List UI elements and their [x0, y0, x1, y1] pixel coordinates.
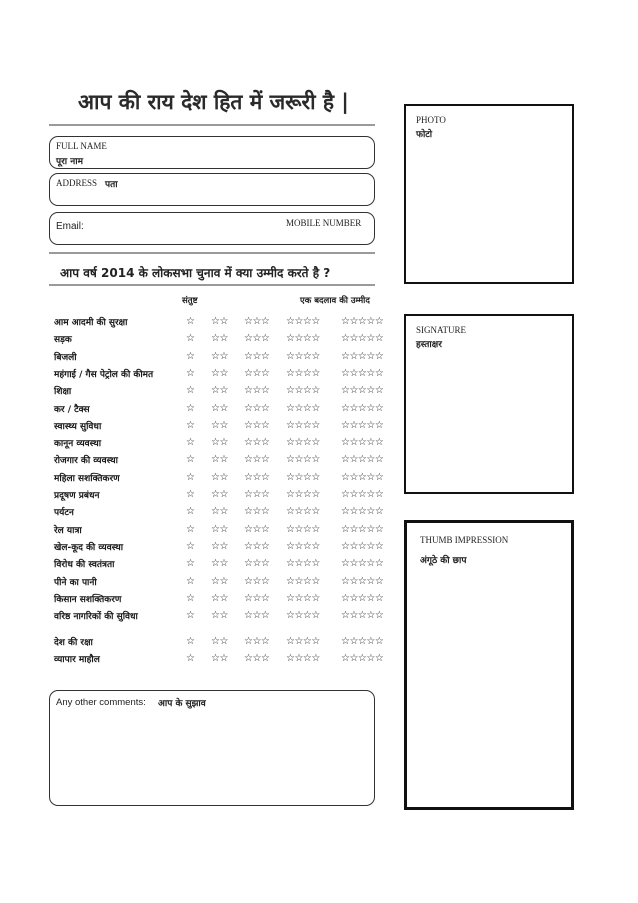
rating-option-5-star[interactable]: ☆☆☆☆☆	[341, 489, 384, 500]
rating-option-3-star[interactable]: ☆☆☆	[244, 610, 270, 622]
rating-option-5-star[interactable]: ☆☆☆☆☆	[341, 437, 384, 449]
rating-option-4-star[interactable]: ☆☆☆☆	[286, 592, 320, 604]
survey-row-label: पीने का पानी	[54, 577, 97, 588]
photo-box[interactable]	[404, 104, 574, 284]
signature-box[interactable]	[404, 314, 574, 494]
rating-option-3-star[interactable]: ☆☆☆	[244, 653, 270, 665]
rating-option-2-star[interactable]: ☆☆	[211, 437, 228, 449]
survey-row-label: रोजगार की व्यवस्था	[54, 456, 118, 467]
rating-option-2-star[interactable]: ☆☆	[211, 419, 228, 431]
address-label-hindi: पता	[105, 180, 118, 190]
rating-option-1-star[interactable]: ☆	[186, 316, 195, 327]
rating-option-4-star[interactable]: ☆☆☆☆	[286, 333, 320, 345]
rating-option-3-star[interactable]: ☆☆☆	[244, 437, 270, 449]
rating-option-1-star[interactable]: ☆	[186, 506, 195, 518]
rating-option-2-star[interactable]: ☆☆	[211, 316, 228, 327]
rating-option-2-star[interactable]: ☆☆	[211, 610, 228, 622]
rating-option-4-star[interactable]: ☆☆☆☆	[286, 350, 320, 362]
rating-option-4-star[interactable]: ☆☆☆☆	[286, 367, 320, 379]
rating-option-1-star[interactable]: ☆	[186, 454, 195, 466]
rating-option-5-star[interactable]: ☆☆☆☆☆	[341, 454, 384, 466]
email-label: Email:	[56, 221, 84, 232]
rating-option-1-star[interactable]: ☆	[186, 437, 195, 449]
rating-option-5-star[interactable]: ☆☆☆☆☆	[341, 523, 384, 535]
rating-option-5-star[interactable]: ☆☆☆☆☆	[341, 471, 384, 483]
rating-option-3-star[interactable]: ☆☆☆	[244, 558, 270, 570]
full-name-label-hindi: पूरा नाम	[56, 157, 83, 167]
rating-option-4-star[interactable]: ☆☆☆☆	[286, 471, 320, 483]
rating-option-5-star[interactable]: ☆☆☆☆☆	[341, 367, 384, 379]
survey-question: आप वर्ष 2014 के लोकसभा चुनाव में क्या उम्मीद करते है ?	[60, 266, 331, 280]
rating-option-5-star[interactable]: ☆☆☆☆☆	[341, 316, 384, 327]
rating-option-5-star[interactable]: ☆☆☆☆☆	[341, 402, 384, 414]
rating-option-1-star[interactable]: ☆	[186, 636, 195, 648]
rating-option-2-star[interactable]: ☆☆	[211, 575, 228, 587]
rating-option-4-star[interactable]: ☆☆☆☆	[286, 610, 320, 622]
page-title: आप की राय देश हित में जरूरी है |	[78, 90, 349, 114]
rating-option-1-star[interactable]: ☆	[186, 367, 195, 379]
address-label: ADDRESS	[56, 178, 98, 188]
full-name-label: FULL NAME	[56, 141, 107, 151]
rating-option-5-star[interactable]: ☆☆☆☆☆	[341, 506, 384, 518]
rating-option-4-star[interactable]: ☆☆☆☆	[286, 558, 320, 570]
question-divider	[49, 284, 375, 286]
rating-option-4-star[interactable]: ☆☆☆☆	[286, 575, 320, 587]
rating-option-2-star[interactable]: ☆☆	[211, 636, 228, 648]
email-mobile-field[interactable]	[49, 212, 375, 245]
survey-row-label: शिक्षा	[54, 387, 72, 398]
survey-row-label: सड़क	[54, 335, 72, 346]
rating-option-5-star[interactable]: ☆☆☆☆☆	[341, 558, 384, 570]
rating-option-3-star[interactable]: ☆☆☆	[244, 523, 270, 535]
rating-option-5-star[interactable]: ☆☆☆☆☆	[341, 419, 384, 431]
rating-option-5-star[interactable]: ☆☆☆☆☆	[341, 653, 384, 665]
rating-option-2-star[interactable]: ☆☆	[211, 385, 228, 397]
survey-row-label: किसान सशक्तिकरण	[54, 594, 122, 605]
form-divider	[49, 252, 375, 254]
rating-option-3-star[interactable]: ☆☆☆	[244, 402, 270, 414]
thumb-impression-label-hindi: अंगूठे की छाप	[420, 556, 467, 566]
rating-option-3-star[interactable]: ☆☆☆	[244, 419, 270, 431]
survey-row-label: खेल-कूद की व्यवस्था	[54, 542, 124, 553]
rating-option-4-star[interactable]: ☆☆☆☆	[286, 385, 320, 397]
title-divider	[49, 124, 375, 126]
photo-label-hindi: फोटो	[416, 130, 433, 140]
rating-option-1-star[interactable]: ☆	[186, 350, 195, 362]
survey-row-label: कानून व्यवस्था	[54, 439, 102, 450]
rating-option-1-star[interactable]: ☆	[186, 419, 195, 431]
rating-option-5-star[interactable]: ☆☆☆☆☆	[341, 610, 384, 622]
survey-row-label: रेल यात्रा	[54, 525, 82, 536]
rating-option-2-star[interactable]: ☆☆	[211, 454, 228, 466]
rating-option-3-star[interactable]: ☆☆☆	[244, 540, 270, 552]
full-name-field[interactable]	[49, 136, 375, 169]
rating-option-3-star[interactable]: ☆☆☆	[244, 489, 270, 500]
rating-option-3-star[interactable]: ☆☆☆	[244, 592, 270, 604]
rating-option-5-star[interactable]: ☆☆☆☆☆	[341, 592, 384, 604]
rating-option-2-star[interactable]: ☆☆	[211, 367, 228, 379]
rating-option-1-star[interactable]: ☆	[186, 489, 195, 500]
signature-label-hindi: हस्ताक्षर	[416, 340, 442, 350]
rating-option-5-star[interactable]: ☆☆☆☆☆	[341, 385, 384, 397]
comments-field[interactable]	[49, 690, 375, 806]
scale-low-label: संतुष्ट	[182, 296, 198, 306]
rating-option-3-star[interactable]: ☆☆☆	[244, 385, 270, 397]
rating-option-2-star[interactable]: ☆☆	[211, 523, 228, 535]
rating-option-3-star[interactable]: ☆☆☆	[244, 350, 270, 362]
survey-row-label: महिला सशक्तिकरण	[54, 473, 120, 484]
rating-option-2-star[interactable]: ☆☆	[211, 333, 228, 345]
rating-option-4-star[interactable]: ☆☆☆☆	[286, 653, 320, 665]
comments-label-hindi: आप के सुझाव	[158, 699, 206, 709]
rating-option-1-star[interactable]: ☆	[186, 653, 195, 665]
rating-option-3-star[interactable]: ☆☆☆	[244, 333, 270, 345]
rating-option-3-star[interactable]: ☆☆☆	[244, 316, 270, 327]
rating-option-5-star[interactable]: ☆☆☆☆☆	[341, 333, 384, 345]
rating-option-4-star[interactable]: ☆☆☆☆	[286, 489, 320, 500]
rating-option-3-star[interactable]: ☆☆☆	[244, 575, 270, 587]
rating-option-4-star[interactable]: ☆☆☆☆	[286, 437, 320, 449]
survey-row-label: स्वास्थ्य सुविधा	[54, 421, 102, 432]
rating-option-2-star[interactable]: ☆☆	[211, 471, 228, 483]
survey-row-label: वरिष्ठ नागरिकों की सुविधा	[54, 612, 138, 623]
rating-option-2-star[interactable]: ☆☆	[211, 558, 228, 570]
rating-option-5-star[interactable]: ☆☆☆☆☆	[341, 350, 384, 362]
thumb-impression-label: THUMB IMPRESSION	[420, 535, 509, 545]
rating-option-5-star[interactable]: ☆☆☆☆☆	[341, 636, 384, 648]
photo-label: PHOTO	[416, 115, 446, 125]
rating-option-4-star[interactable]: ☆☆☆☆	[286, 402, 320, 414]
rating-option-1-star[interactable]: ☆	[186, 523, 195, 535]
rating-option-2-star[interactable]: ☆☆	[211, 402, 228, 414]
rating-option-3-star[interactable]: ☆☆☆	[244, 471, 270, 483]
rating-option-2-star[interactable]: ☆☆	[211, 592, 228, 604]
address-field[interactable]	[49, 173, 375, 206]
rating-option-3-star[interactable]: ☆☆☆	[244, 454, 270, 466]
rating-option-5-star[interactable]: ☆☆☆☆☆	[341, 575, 384, 587]
rating-option-1-star[interactable]: ☆	[186, 575, 195, 587]
rating-option-4-star[interactable]: ☆☆☆☆	[286, 454, 320, 466]
rating-option-4-star[interactable]: ☆☆☆☆	[286, 523, 320, 535]
comments-label: Any other comments:	[56, 697, 146, 708]
rating-option-1-star[interactable]: ☆	[186, 558, 195, 570]
rating-option-1-star[interactable]: ☆	[186, 402, 195, 414]
survey-row-label: बिजली	[54, 352, 77, 363]
survey-row-label: आम आदमी की सुरक्षा	[54, 318, 128, 328]
rating-option-4-star[interactable]: ☆☆☆☆	[286, 419, 320, 431]
thumb-impression-box[interactable]	[404, 520, 574, 810]
rating-option-1-star[interactable]: ☆	[186, 385, 195, 397]
rating-option-1-star[interactable]: ☆	[186, 333, 195, 345]
rating-option-4-star[interactable]: ☆☆☆☆	[286, 636, 320, 648]
survey-row-label: विरोध की स्वतंत्रता	[54, 560, 115, 571]
rating-option-1-star[interactable]: ☆	[186, 540, 195, 552]
rating-option-2-star[interactable]: ☆☆	[211, 540, 228, 552]
rating-option-4-star[interactable]: ☆☆☆☆	[286, 506, 320, 518]
survey-row-label: कर / टैक्स	[54, 404, 90, 415]
survey-row-label: महंगाई / गैस पेट्रोल की कीमत	[54, 369, 154, 380]
survey-row-label: देश की रक्षा	[54, 638, 93, 649]
survey-row-label: प्रदूषण प्रबंधन	[54, 491, 100, 501]
rating-option-5-star[interactable]: ☆☆☆☆☆	[341, 540, 384, 552]
signature-label: SIGNATURE	[416, 325, 467, 335]
mobile-number-label: MOBILE NUMBER	[286, 218, 362, 228]
rating-option-3-star[interactable]: ☆☆☆	[244, 506, 270, 518]
rating-option-4-star[interactable]: ☆☆☆☆	[286, 540, 320, 552]
rating-option-4-star[interactable]: ☆☆☆☆	[286, 316, 320, 327]
rating-option-3-star[interactable]: ☆☆☆	[244, 636, 270, 648]
rating-option-2-star[interactable]: ☆☆	[211, 350, 228, 362]
rating-option-1-star[interactable]: ☆	[186, 592, 195, 604]
survey-row-label: व्यापार माहौल	[54, 655, 100, 666]
rating-option-2-star[interactable]: ☆☆	[211, 489, 228, 500]
rating-option-2-star[interactable]: ☆☆	[211, 653, 228, 665]
scale-high-label: एक बदलाव की उम्मीद	[300, 296, 370, 306]
rating-option-3-star[interactable]: ☆☆☆	[244, 367, 270, 379]
rating-option-1-star[interactable]: ☆	[186, 471, 195, 483]
survey-row-label: पर्यटन	[54, 508, 74, 519]
rating-option-2-star[interactable]: ☆☆	[211, 506, 228, 518]
rating-option-1-star[interactable]: ☆	[186, 610, 195, 622]
